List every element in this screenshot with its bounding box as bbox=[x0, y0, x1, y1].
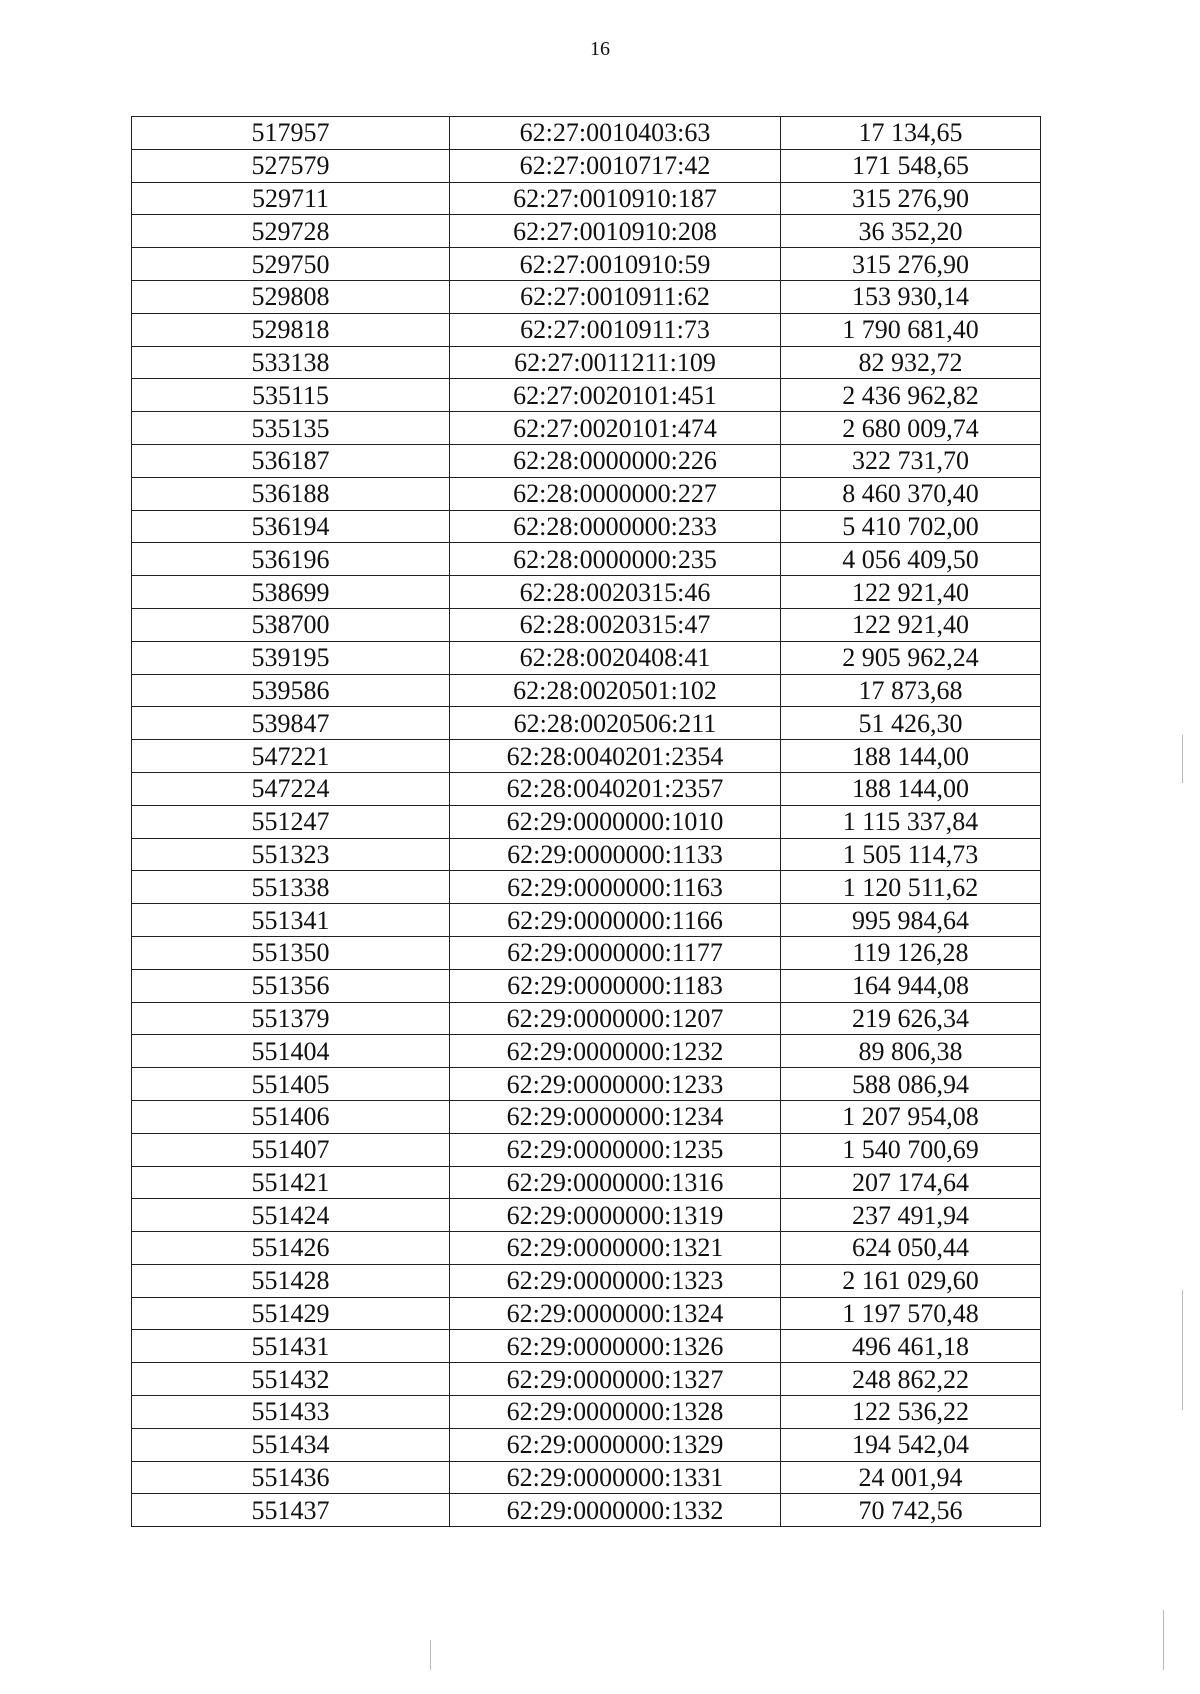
cell-amount: 588 086,94 bbox=[781, 1068, 1041, 1101]
cell-cadastral-number: 62:29:0000000:1324 bbox=[450, 1297, 781, 1330]
cell-amount: 36 352,20 bbox=[781, 215, 1041, 248]
cell-amount: 219 626,34 bbox=[781, 1002, 1041, 1035]
cell-cadastral-number: 62:29:0000000:1207 bbox=[450, 1002, 781, 1035]
cell-number: 547221 bbox=[132, 740, 450, 773]
table-row bbox=[132, 510, 1041, 543]
table-row bbox=[132, 936, 1041, 969]
cell-cadastral-number: 62:27:0020101:451 bbox=[450, 379, 781, 412]
table-row bbox=[132, 740, 1041, 773]
cell-amount: 1 540 700,69 bbox=[781, 1133, 1041, 1166]
cell-number: 551379 bbox=[132, 1002, 450, 1035]
table-row bbox=[132, 313, 1041, 346]
table-row bbox=[132, 444, 1041, 477]
cell-amount: 1 115 337,84 bbox=[781, 805, 1041, 838]
table-row bbox=[132, 805, 1041, 838]
cell-cadastral-number: 62:28:0020506:211 bbox=[450, 707, 781, 740]
cell-amount: 82 932,72 bbox=[781, 346, 1041, 379]
cell-number: 529808 bbox=[132, 280, 450, 313]
cell-number: 551421 bbox=[132, 1166, 450, 1199]
cell-number: 536187 bbox=[132, 444, 450, 477]
cell-number: 517957 bbox=[132, 117, 450, 150]
cell-amount: 17 134,65 bbox=[781, 117, 1041, 150]
cell-cadastral-number: 62:29:0000000:1316 bbox=[450, 1166, 781, 1199]
cell-cadastral-number: 62:29:0000000:1328 bbox=[450, 1396, 781, 1429]
table-row bbox=[132, 1330, 1041, 1363]
table-row bbox=[132, 248, 1041, 281]
cell-number: 538700 bbox=[132, 608, 450, 641]
cell-amount: 1 505 114,73 bbox=[781, 838, 1041, 871]
cell-cadastral-number: 62:29:0000000:1327 bbox=[450, 1363, 781, 1396]
cell-number: 535115 bbox=[132, 379, 450, 412]
cell-number: 551429 bbox=[132, 1297, 450, 1330]
cell-cadastral-number: 62:27:0010717:42 bbox=[450, 149, 781, 182]
table-row bbox=[132, 1297, 1041, 1330]
cell-number: 536188 bbox=[132, 477, 450, 510]
cell-cadastral-number: 62:27:0010911:62 bbox=[450, 280, 781, 313]
cell-cadastral-number: 62:27:0010911:73 bbox=[450, 313, 781, 346]
cell-cadastral-number: 62:29:0000000:1321 bbox=[450, 1232, 781, 1265]
cell-cadastral-number: 62:29:0000000:1235 bbox=[450, 1133, 781, 1166]
cell-number: 551405 bbox=[132, 1068, 450, 1101]
table-row bbox=[132, 1002, 1041, 1035]
cell-cadastral-number: 62:27:0010403:63 bbox=[450, 117, 781, 150]
table-row bbox=[132, 641, 1041, 674]
table-row bbox=[132, 1363, 1041, 1396]
data-table bbox=[131, 116, 1041, 1527]
cell-number: 551424 bbox=[132, 1199, 450, 1232]
cell-amount: 624 050,44 bbox=[781, 1232, 1041, 1265]
cell-amount: 8 460 370,40 bbox=[781, 477, 1041, 510]
cell-cadastral-number: 62:29:0000000:1166 bbox=[450, 904, 781, 937]
cell-amount: 2 436 962,82 bbox=[781, 379, 1041, 412]
table-row bbox=[132, 1133, 1041, 1166]
cell-number: 529818 bbox=[132, 313, 450, 346]
cell-number: 551433 bbox=[132, 1396, 450, 1429]
table-row bbox=[132, 838, 1041, 871]
cell-number: 539586 bbox=[132, 674, 450, 707]
cell-cadastral-number: 62:27:0010910:187 bbox=[450, 182, 781, 215]
cell-cadastral-number: 62:29:0000000:1010 bbox=[450, 805, 781, 838]
table-row bbox=[132, 1035, 1041, 1068]
cell-cadastral-number: 62:29:0000000:1323 bbox=[450, 1264, 781, 1297]
table-row bbox=[132, 674, 1041, 707]
cell-number: 551426 bbox=[132, 1232, 450, 1265]
cell-amount: 122 921,40 bbox=[781, 576, 1041, 609]
table-row bbox=[132, 1494, 1041, 1527]
scan-artifact-line bbox=[1163, 1610, 1164, 1670]
cell-number: 539195 bbox=[132, 641, 450, 674]
table-row bbox=[132, 149, 1041, 182]
table-row bbox=[132, 1166, 1041, 1199]
cell-number: 551436 bbox=[132, 1461, 450, 1494]
cell-amount: 995 984,64 bbox=[781, 904, 1041, 937]
cell-cadastral-number: 62:29:0000000:1233 bbox=[450, 1068, 781, 1101]
table-row bbox=[132, 969, 1041, 1002]
cell-amount: 322 731,70 bbox=[781, 444, 1041, 477]
cell-number: 529711 bbox=[132, 182, 450, 215]
table-row bbox=[132, 215, 1041, 248]
cell-amount: 1 207 954,08 bbox=[781, 1100, 1041, 1133]
cell-cadastral-number: 62:29:0000000:1183 bbox=[450, 969, 781, 1002]
cell-amount: 89 806,38 bbox=[781, 1035, 1041, 1068]
cell-amount: 315 276,90 bbox=[781, 182, 1041, 215]
table-row bbox=[132, 904, 1041, 937]
cell-amount: 122 536,22 bbox=[781, 1396, 1041, 1429]
table-row bbox=[132, 1264, 1041, 1297]
cell-number: 551407 bbox=[132, 1133, 450, 1166]
cell-number: 551350 bbox=[132, 936, 450, 969]
cell-number: 547224 bbox=[132, 772, 450, 805]
table-row bbox=[132, 1068, 1041, 1101]
cell-cadastral-number: 62:27:0011211:109 bbox=[450, 346, 781, 379]
cell-amount: 188 144,00 bbox=[781, 772, 1041, 805]
cell-cadastral-number: 62:27:0010910:59 bbox=[450, 248, 781, 281]
cell-number: 551406 bbox=[132, 1100, 450, 1133]
table-row bbox=[132, 1232, 1041, 1265]
cell-amount: 248 862,22 bbox=[781, 1363, 1041, 1396]
table-row bbox=[132, 379, 1041, 412]
cell-cadastral-number: 62:28:0020315:46 bbox=[450, 576, 781, 609]
cell-number: 551432 bbox=[132, 1363, 450, 1396]
cell-amount: 122 921,40 bbox=[781, 608, 1041, 641]
table-row bbox=[132, 608, 1041, 641]
cell-number: 536194 bbox=[132, 510, 450, 543]
cell-cadastral-number: 62:28:0020408:41 bbox=[450, 641, 781, 674]
page-number: 16 bbox=[590, 38, 610, 60]
cell-amount: 315 276,90 bbox=[781, 248, 1041, 281]
cell-amount: 17 873,68 bbox=[781, 674, 1041, 707]
cell-amount: 1 120 511,62 bbox=[781, 871, 1041, 904]
cell-cadastral-number: 62:27:0010910:208 bbox=[450, 215, 781, 248]
table-row bbox=[132, 182, 1041, 215]
cell-number: 538699 bbox=[132, 576, 450, 609]
cell-amount: 2 905 962,24 bbox=[781, 641, 1041, 674]
table-row bbox=[132, 477, 1041, 510]
scan-artifact-line bbox=[430, 1640, 431, 1670]
cell-cadastral-number: 62:29:0000000:1177 bbox=[450, 936, 781, 969]
cell-cadastral-number: 62:28:0040201:2357 bbox=[450, 772, 781, 805]
cell-amount: 5 410 702,00 bbox=[781, 510, 1041, 543]
cell-amount: 207 174,64 bbox=[781, 1166, 1041, 1199]
table-row bbox=[132, 1428, 1041, 1461]
cell-number: 551247 bbox=[132, 805, 450, 838]
cell-cadastral-number: 62:29:0000000:1329 bbox=[450, 1428, 781, 1461]
cell-cadastral-number: 62:29:0000000:1133 bbox=[450, 838, 781, 871]
cell-number: 529750 bbox=[132, 248, 450, 281]
cell-cadastral-number: 62:27:0020101:474 bbox=[450, 412, 781, 445]
table-row bbox=[132, 1100, 1041, 1133]
cell-number: 551341 bbox=[132, 904, 450, 937]
cell-amount: 188 144,00 bbox=[781, 740, 1041, 773]
cell-cadastral-number: 62:28:0020315:47 bbox=[450, 608, 781, 641]
cell-number: 527579 bbox=[132, 149, 450, 182]
table-body bbox=[132, 117, 1041, 1527]
cell-number: 551431 bbox=[132, 1330, 450, 1363]
cell-amount: 1 197 570,48 bbox=[781, 1297, 1041, 1330]
cell-number: 536196 bbox=[132, 543, 450, 576]
cell-amount: 237 491,94 bbox=[781, 1199, 1041, 1232]
table-row bbox=[132, 280, 1041, 313]
cell-amount: 119 126,28 bbox=[781, 936, 1041, 969]
cell-number: 539847 bbox=[132, 707, 450, 740]
cell-number: 551434 bbox=[132, 1428, 450, 1461]
cell-cadastral-number: 62:28:0000000:235 bbox=[450, 543, 781, 576]
cell-cadastral-number: 62:28:0000000:233 bbox=[450, 510, 781, 543]
cell-amount: 2 161 029,60 bbox=[781, 1264, 1041, 1297]
cell-cadastral-number: 62:29:0000000:1232 bbox=[450, 1035, 781, 1068]
table-row bbox=[132, 346, 1041, 379]
table-row bbox=[132, 117, 1041, 150]
cell-cadastral-number: 62:28:0000000:227 bbox=[450, 477, 781, 510]
cell-amount: 1 790 681,40 bbox=[781, 313, 1041, 346]
cell-amount: 2 680 009,74 bbox=[781, 412, 1041, 445]
cell-cadastral-number: 62:29:0000000:1331 bbox=[450, 1461, 781, 1494]
cell-number: 551323 bbox=[132, 838, 450, 871]
table-row bbox=[132, 1199, 1041, 1232]
table-row bbox=[132, 871, 1041, 904]
cell-cadastral-number: 62:29:0000000:1326 bbox=[450, 1330, 781, 1363]
cell-cadastral-number: 62:29:0000000:1163 bbox=[450, 871, 781, 904]
cell-amount: 164 944,08 bbox=[781, 969, 1041, 1002]
cell-cadastral-number: 62:29:0000000:1319 bbox=[450, 1199, 781, 1232]
cell-cadastral-number: 62:28:0040201:2354 bbox=[450, 740, 781, 773]
cell-amount: 4 056 409,50 bbox=[781, 543, 1041, 576]
cell-amount: 171 548,65 bbox=[781, 149, 1041, 182]
cell-number: 533138 bbox=[132, 346, 450, 379]
cell-amount: 496 461,18 bbox=[781, 1330, 1041, 1363]
cell-amount: 70 742,56 bbox=[781, 1494, 1041, 1527]
cell-number: 535135 bbox=[132, 412, 450, 445]
table-row bbox=[132, 772, 1041, 805]
cell-amount: 194 542,04 bbox=[781, 1428, 1041, 1461]
table-row bbox=[132, 576, 1041, 609]
cell-cadastral-number: 62:29:0000000:1332 bbox=[450, 1494, 781, 1527]
scan-artifact-line bbox=[1182, 1290, 1183, 1410]
cell-number: 551437 bbox=[132, 1494, 450, 1527]
table-row bbox=[132, 412, 1041, 445]
cell-cadastral-number: 62:28:0020501:102 bbox=[450, 674, 781, 707]
cell-number: 551428 bbox=[132, 1264, 450, 1297]
cell-number: 529728 bbox=[132, 215, 450, 248]
cell-amount: 24 001,94 bbox=[781, 1461, 1041, 1494]
cell-cadastral-number: 62:29:0000000:1234 bbox=[450, 1100, 781, 1133]
cell-cadastral-number: 62:28:0000000:226 bbox=[450, 444, 781, 477]
table-row bbox=[132, 543, 1041, 576]
cell-amount: 51 426,30 bbox=[781, 707, 1041, 740]
cell-number: 551404 bbox=[132, 1035, 450, 1068]
table-row bbox=[132, 707, 1041, 740]
cell-number: 551338 bbox=[132, 871, 450, 904]
cell-amount: 153 930,14 bbox=[781, 280, 1041, 313]
table-row bbox=[132, 1461, 1041, 1494]
scan-artifact-line bbox=[1182, 735, 1183, 783]
cell-number: 551356 bbox=[132, 969, 450, 1002]
table-row bbox=[132, 1396, 1041, 1429]
